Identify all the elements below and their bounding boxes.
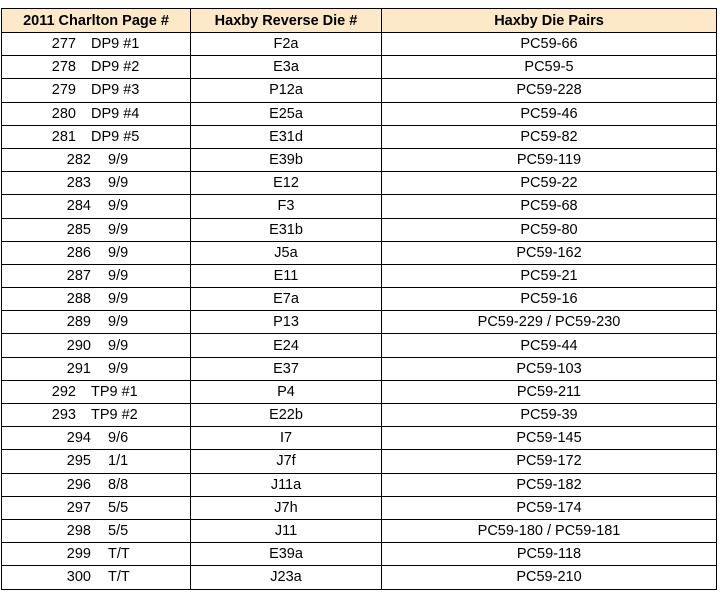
die-pair-cell: PC59-44: [382, 334, 717, 357]
table-row: [2, 404, 717, 427]
page-number: 295: [66, 453, 91, 470]
page-number: 290: [66, 337, 91, 354]
variety-label: 1/1: [108, 453, 129, 470]
die-pair-cell: PC59-80: [382, 218, 717, 241]
page-number: 279: [51, 82, 76, 99]
header-haxby-reverse-die: Haxby Reverse Die #: [191, 9, 382, 33]
page-number: 292: [51, 383, 76, 400]
die-pair-cell: PC59-182: [382, 473, 717, 496]
reverse-die-cell: E22b: [191, 404, 382, 427]
die-pair-cell: PC59-162: [382, 241, 717, 264]
variety-label: DP9 #1: [91, 36, 140, 53]
page-number: 296: [66, 476, 91, 493]
reverse-die-cell: J7f: [191, 450, 382, 473]
die-pair-cell: PC59-68: [382, 195, 717, 218]
variety-label: 5/5: [108, 499, 129, 516]
table-row: [2, 218, 717, 241]
table-row: [2, 125, 717, 148]
page-number: 298: [66, 523, 91, 540]
reverse-die-cell: F3: [191, 195, 382, 218]
reverse-die-cell: J5a: [191, 241, 382, 264]
page-number: 283: [66, 175, 91, 192]
charlton-page-cell: [2, 148, 191, 171]
page-number: 289: [66, 314, 91, 331]
reverse-die-cell: E25a: [191, 102, 382, 125]
reverse-die-cell: E37: [191, 357, 382, 380]
reverse-die-cell: P12a: [191, 79, 382, 102]
table-row: [2, 56, 717, 79]
die-pairs-table: [1, 8, 717, 590]
page-number: 280: [51, 105, 76, 122]
reverse-die-cell: J7h: [191, 496, 382, 519]
page-number: 282: [66, 152, 91, 169]
table-row: [2, 496, 717, 519]
variety-label: 9/9: [108, 291, 129, 308]
table-row: [2, 241, 717, 264]
page-number: 278: [51, 59, 76, 76]
table-row: [2, 334, 717, 357]
header-row: [2, 9, 717, 33]
variety-label: 8/8: [108, 476, 129, 493]
variety-label: TP9 #2: [91, 407, 138, 424]
page-number: 300: [66, 569, 91, 586]
die-pair-cell: PC59-229 / PC59-230: [382, 311, 717, 334]
charlton-page-cell: [2, 566, 191, 589]
page-number: 294: [66, 430, 91, 447]
page-number: 285: [66, 221, 91, 238]
charlton-page-cell: [2, 311, 191, 334]
reverse-die-cell: E12: [191, 172, 382, 195]
reverse-die-cell: E31b: [191, 218, 382, 241]
reverse-die-cell: P4: [191, 380, 382, 403]
die-pair-cell: PC59-210: [382, 566, 717, 589]
charlton-page-cell: [2, 496, 191, 519]
page-number: 287: [66, 267, 91, 284]
table-row: [2, 519, 717, 542]
die-pair-cell: PC59-46: [382, 102, 717, 125]
variety-label: DP9 #3: [91, 82, 140, 99]
variety-label: DP9 #5: [91, 128, 140, 145]
table-body: [2, 33, 717, 590]
table-row: [2, 380, 717, 403]
page-number: 281: [51, 128, 76, 145]
table-row: [2, 450, 717, 473]
table-row: [2, 288, 717, 311]
die-pair-cell: PC59-39: [382, 404, 717, 427]
die-pair-cell: PC59-211: [382, 380, 717, 403]
table-row: [2, 33, 717, 56]
reverse-die-cell: E39b: [191, 148, 382, 171]
die-pair-cell: PC59-5: [382, 56, 717, 79]
table-row: [2, 195, 717, 218]
variety-label: T/T: [108, 546, 130, 563]
table-row: [2, 102, 717, 125]
table-row: [2, 311, 717, 334]
charlton-page-cell: [2, 172, 191, 195]
variety-label: 9/9: [108, 244, 129, 261]
charlton-page-cell: [2, 334, 191, 357]
table-row: [2, 172, 717, 195]
header-haxby-die-pairs: Haxby Die Pairs: [382, 9, 717, 33]
die-pair-cell: PC59-66: [382, 33, 717, 56]
variety-label: 9/9: [108, 198, 129, 215]
charlton-page-cell: [2, 288, 191, 311]
reverse-die-cell: J11: [191, 519, 382, 542]
table-row: [2, 566, 717, 589]
die-pair-cell: PC59-103: [382, 357, 717, 380]
page-number: 284: [66, 198, 91, 215]
charlton-page-cell: [2, 125, 191, 148]
die-pair-cell: PC59-22: [382, 172, 717, 195]
charlton-page-cell: [2, 357, 191, 380]
table-row: [2, 264, 717, 287]
charlton-page-cell: [2, 519, 191, 542]
reverse-die-cell: E31d: [191, 125, 382, 148]
page-number: 288: [66, 291, 91, 308]
charlton-page-cell: [2, 404, 191, 427]
variety-label: DP9 #2: [91, 59, 140, 76]
die-pair-cell: PC59-21: [382, 264, 717, 287]
page-number: 286: [66, 244, 91, 261]
charlton-page-cell: [2, 473, 191, 496]
charlton-page-cell: [2, 264, 191, 287]
table-row: [2, 473, 717, 496]
reverse-die-cell: E11: [191, 264, 382, 287]
reverse-die-cell: E3a: [191, 56, 382, 79]
reverse-die-cell: E7a: [191, 288, 382, 311]
reverse-die-cell: J23a: [191, 566, 382, 589]
reverse-die-cell: P13: [191, 311, 382, 334]
die-pair-cell: PC59-228: [382, 79, 717, 102]
die-pair-cell: PC59-180 / PC59-181: [382, 519, 717, 542]
reverse-die-cell: J11a: [191, 473, 382, 496]
reverse-die-cell: E39a: [191, 543, 382, 566]
variety-label: 9/9: [108, 152, 129, 169]
page-number: 297: [66, 499, 91, 516]
die-pair-cell: PC59-82: [382, 125, 717, 148]
page-number: 293: [51, 407, 76, 424]
variety-label: 9/9: [108, 314, 129, 331]
charlton-page-cell: [2, 102, 191, 125]
die-pair-cell: PC59-172: [382, 450, 717, 473]
reverse-die-cell: E24: [191, 334, 382, 357]
reverse-die-cell: F2a: [191, 33, 382, 56]
charlton-page-cell: [2, 427, 191, 450]
page-number: 299: [66, 546, 91, 563]
charlton-page-cell: [2, 380, 191, 403]
charlton-page-cell: [2, 241, 191, 264]
charlton-page-cell: [2, 33, 191, 56]
variety-label: 9/9: [108, 175, 129, 192]
charlton-page-cell: [2, 195, 191, 218]
table-row: [2, 148, 717, 171]
table-row: [2, 543, 717, 566]
charlton-page-cell: [2, 218, 191, 241]
charlton-page-cell: [2, 543, 191, 566]
header-charlton-page: 2011 Charlton Page #: [2, 9, 191, 33]
variety-label: 9/9: [108, 221, 129, 238]
variety-label: 9/9: [108, 267, 129, 284]
die-pair-cell: PC59-174: [382, 496, 717, 519]
reverse-die-cell: I7: [191, 427, 382, 450]
page-number: 291: [66, 360, 91, 377]
die-pair-cell: PC59-119: [382, 148, 717, 171]
die-pair-cell: PC59-118: [382, 543, 717, 566]
variety-label: DP9 #4: [91, 105, 140, 122]
variety-label: TP9 #1: [91, 383, 138, 400]
charlton-page-cell: [2, 79, 191, 102]
variety-label: 9/9: [108, 337, 129, 354]
charlton-page-cell: [2, 450, 191, 473]
variety-label: 9/9: [108, 360, 129, 377]
table-row: [2, 427, 717, 450]
die-pair-cell: PC59-16: [382, 288, 717, 311]
variety-label: 9/6: [108, 430, 129, 447]
charlton-page-cell: [2, 56, 191, 79]
variety-label: T/T: [108, 569, 130, 586]
die-pair-cell: PC59-145: [382, 427, 717, 450]
table-row: [2, 79, 717, 102]
variety-label: 5/5: [108, 523, 129, 540]
table-row: [2, 357, 717, 380]
page-number: 277: [51, 36, 76, 53]
